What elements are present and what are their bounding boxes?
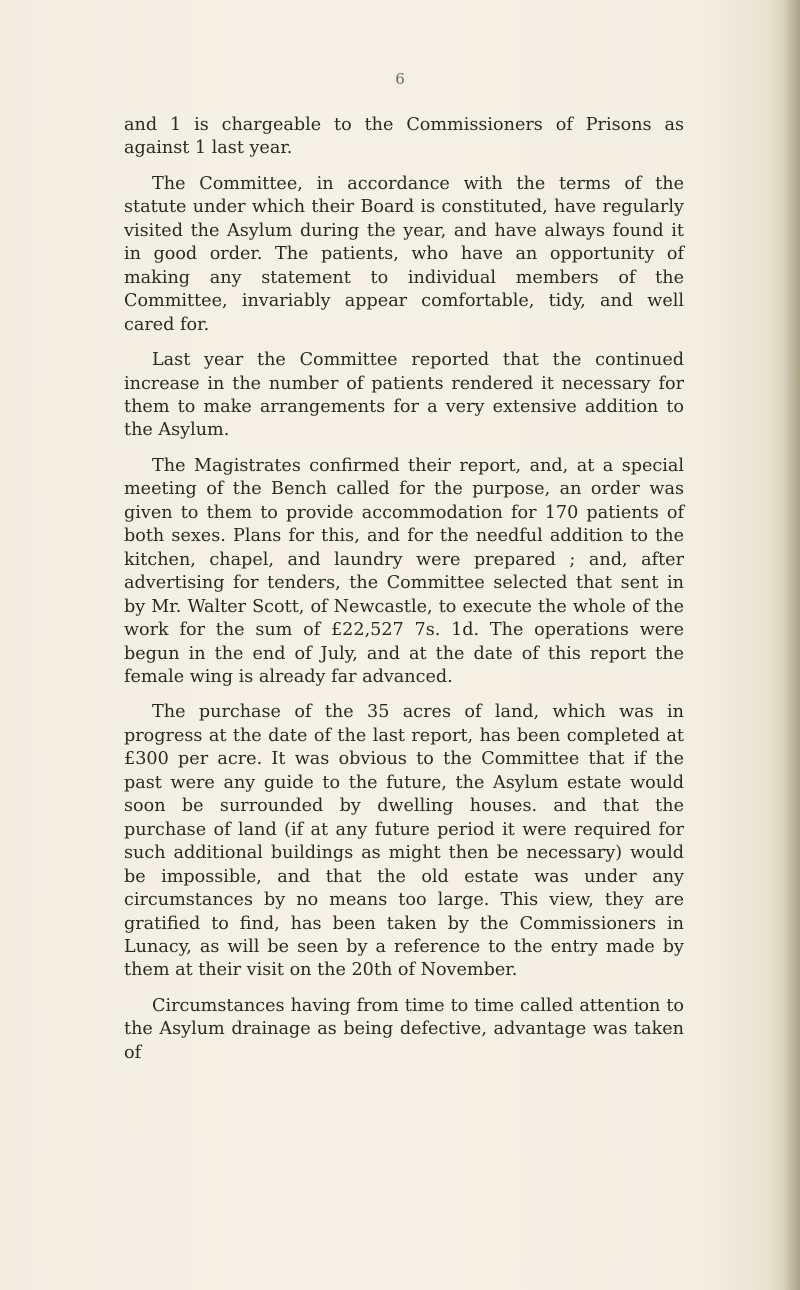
paragraph-last-year-report: Last year the Committee reported that the continued increase in the number of patients rendered it necessary for them to make arrangements for a very extensive addition to the Asylum.: [124, 350, 684, 441]
page-number: 6: [395, 70, 405, 88]
paragraph-magistrates-order: The Magistrates confirmed their report, and, at a special meeting of the Bench called for the purpose, an order was given to them to provide accommodation for 170 patients of both sexes. Plans for this, and for the needful addition to the kitchen, chapel, and laundry were prepared ; and, after advertising for tenders, the Committee selected that sent in by Mr. Walter Scott, of Newcastle, to execute the whole of the work for the sum of £22,527 7s. 1d. The operations were begun in the end of July, and at the date of this report the female wing is already far advanced.: [124, 455, 684, 687]
paragraph-continuation: and 1 is chargeable to the Commissioners of Prisons as against 1 last year.: [124, 115, 684, 159]
paragraph-committee-visits: The Committee, in accordance with the terms of the statute under which their Board is constituted, have regularly visited the Asylum during the year, and have always found it in good order. The patients, who have an opportunity of making any statement to individual members of the Committee, invariably appear comfortable, tidy, and well cared for.: [124, 173, 684, 335]
paragraph-drainage: Circumstances having from time to time called attention to the Asylum drainage as being defective, advantage was taken of: [124, 995, 684, 1063]
paragraph-land-purchase: The purchase of the 35 acres of land, which was in progress at the date of the last report, has been completed at £300 per acre. It was obvious to the Committee that if the past were any guide to the future, the Asylum estate would soon be surrounded by dwelling houses. and that the purchase of land (if at any future period it were required for such additional buildings as might then be necessary) would be impossible, and that the old estate was under any circumstances by no means too large. This view, they are gratified to find, has been taken by the Commissioners in Lunacy, as will be seen by a reference to the entry made by them at their visit on the 20th of November.: [124, 702, 684, 981]
page-edge-shadow: [784, 0, 800, 1290]
body-text: [124, 114, 684, 1065]
